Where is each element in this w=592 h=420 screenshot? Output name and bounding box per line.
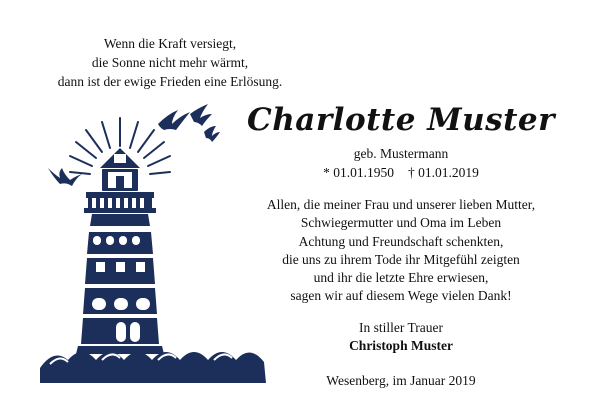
- seagull-icon: [204, 126, 220, 142]
- message-line: sagen wir auf diesem Wege vielen Dank!: [290, 288, 512, 304]
- birth-name: geb. Mustermann: [353, 146, 449, 161]
- message-line: die uns zu ihrem Tode ihr Mitgefühl zeigten: [282, 251, 520, 267]
- birth-date: * 01.01.1950: [323, 165, 394, 180]
- place-date: Wesenberg, im Januar 2019: [326, 373, 476, 388]
- mourning-label: In stiller Trauer: [359, 320, 443, 335]
- poem: [20, 34, 320, 91]
- poem-line: Wenn die Kraft versiegt,: [103, 36, 237, 51]
- seagull-icon: [158, 110, 190, 130]
- mourner-name: Christoph Muster: [349, 338, 453, 353]
- poem-line: die Sonne nicht mehr wärmt,: [91, 55, 249, 70]
- seagull-icon: [48, 168, 82, 186]
- thank-you-message: [236, 196, 566, 306]
- poem-line: dann ist der ewige Frieden eine Erlösung.: [57, 74, 283, 89]
- message-line: Schwiegermutter und Oma im Leben: [300, 215, 502, 231]
- message-line: und ihr die letzte Ehre erwiesen,: [313, 270, 489, 286]
- message-line: Achtung und Freundschaft schenkten,: [298, 233, 504, 249]
- message-line: Allen, die meiner Frau und unserer lieben Mutter,: [266, 197, 536, 212]
- seagull-icon: [190, 104, 212, 126]
- life-dates: [236, 164, 566, 182]
- death-date: † 01.01.2019: [408, 165, 479, 180]
- deceased-name: Charlotte Muster: [247, 102, 555, 138]
- waves-icon: [40, 352, 266, 383]
